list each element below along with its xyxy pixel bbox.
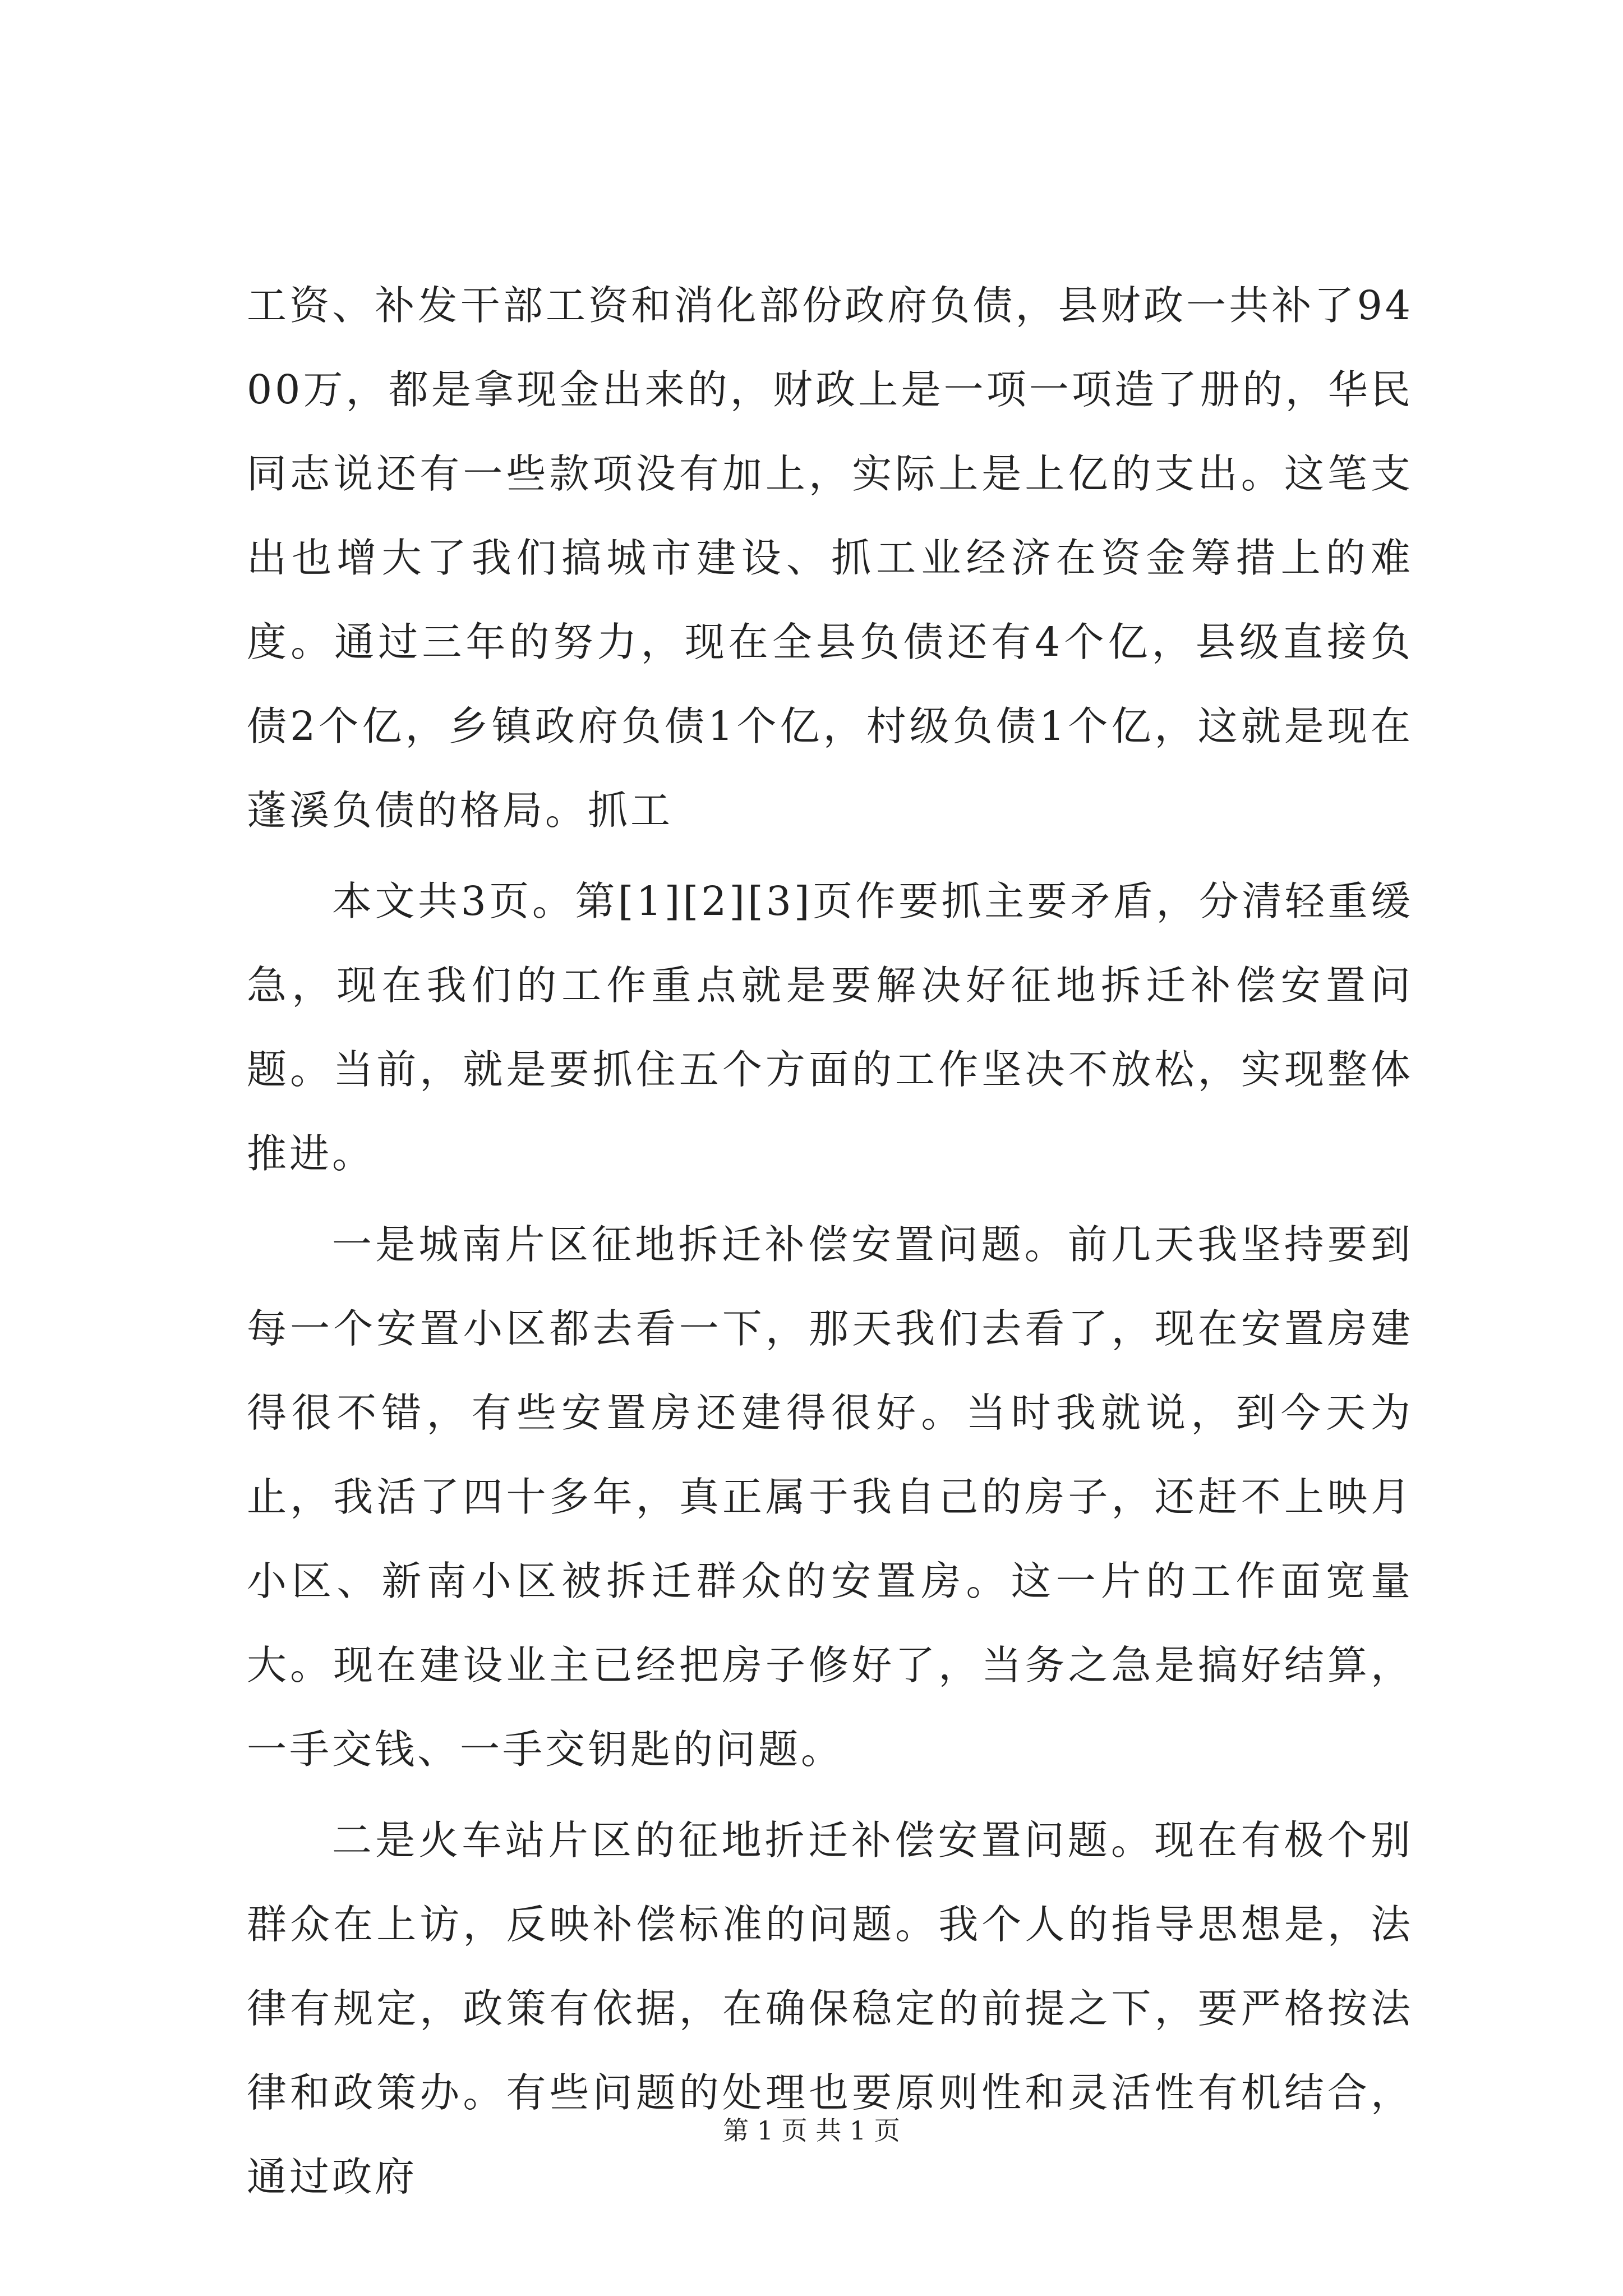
paragraph-3: 一是城南片区征地拆迁补偿安置问题。前几天我坚持要到每一个安置小区都去看一下，那天我们去看了，现在安置房建得很不错，有些安置房还建得很好。当时我就说，到今天为止，我活了四十多年，真正属于我自己的房子，还赶不上映月小区、新南小区被拆迁群众的安置房。这一片的工作面宽量大。现在建设业主已经把房子修好了，当务之急是搞好结算，一手交钱、一手交钥匙的问题。 (247, 1221, 1413, 1773)
paragraph-1: 工资、补发干部工资和消化部份政府负债，县财政一共补了9400万，都是拿现金出来的，财政上是一项一项造了册的，华民同志说还有一些款项没有加上，实际上是上亿的支出。这笔支出也增大了我们搞城市建设、抓工业经济在资金筹措上的难度。通过三年的努力，现在全县负债还有4个亿，县级直接负债2个亿，乡镇政府负债1个亿，村级负债1个亿，这就是现在蓬溪负债的格局。抓工 (247, 282, 1413, 834)
page-footer: 第 1 页 共 1 页 (723, 2115, 900, 2146)
paragraph-4: 二是火车站片区的征地折迁补偿安置问题。现在有极个别群众在上访，反映补偿标准的问题。我个人的指导思想是，法律有规定，政策有依据，在确保稳定的前提之下，要严格按法律和政策办。有些问题的处理也要原则性和灵活性有机结合，通过政府 (247, 1817, 1413, 2200)
paragraph-2: 本文共3页。第[1][2][3]页作要抓主要矛盾，分清轻重缓急，现在我们的工作重点就是要解决好征地拆迁补偿安置问题。当前，就是要抓住五个方面的工作坚决不放松，实现整体推进。 (247, 878, 1413, 1177)
